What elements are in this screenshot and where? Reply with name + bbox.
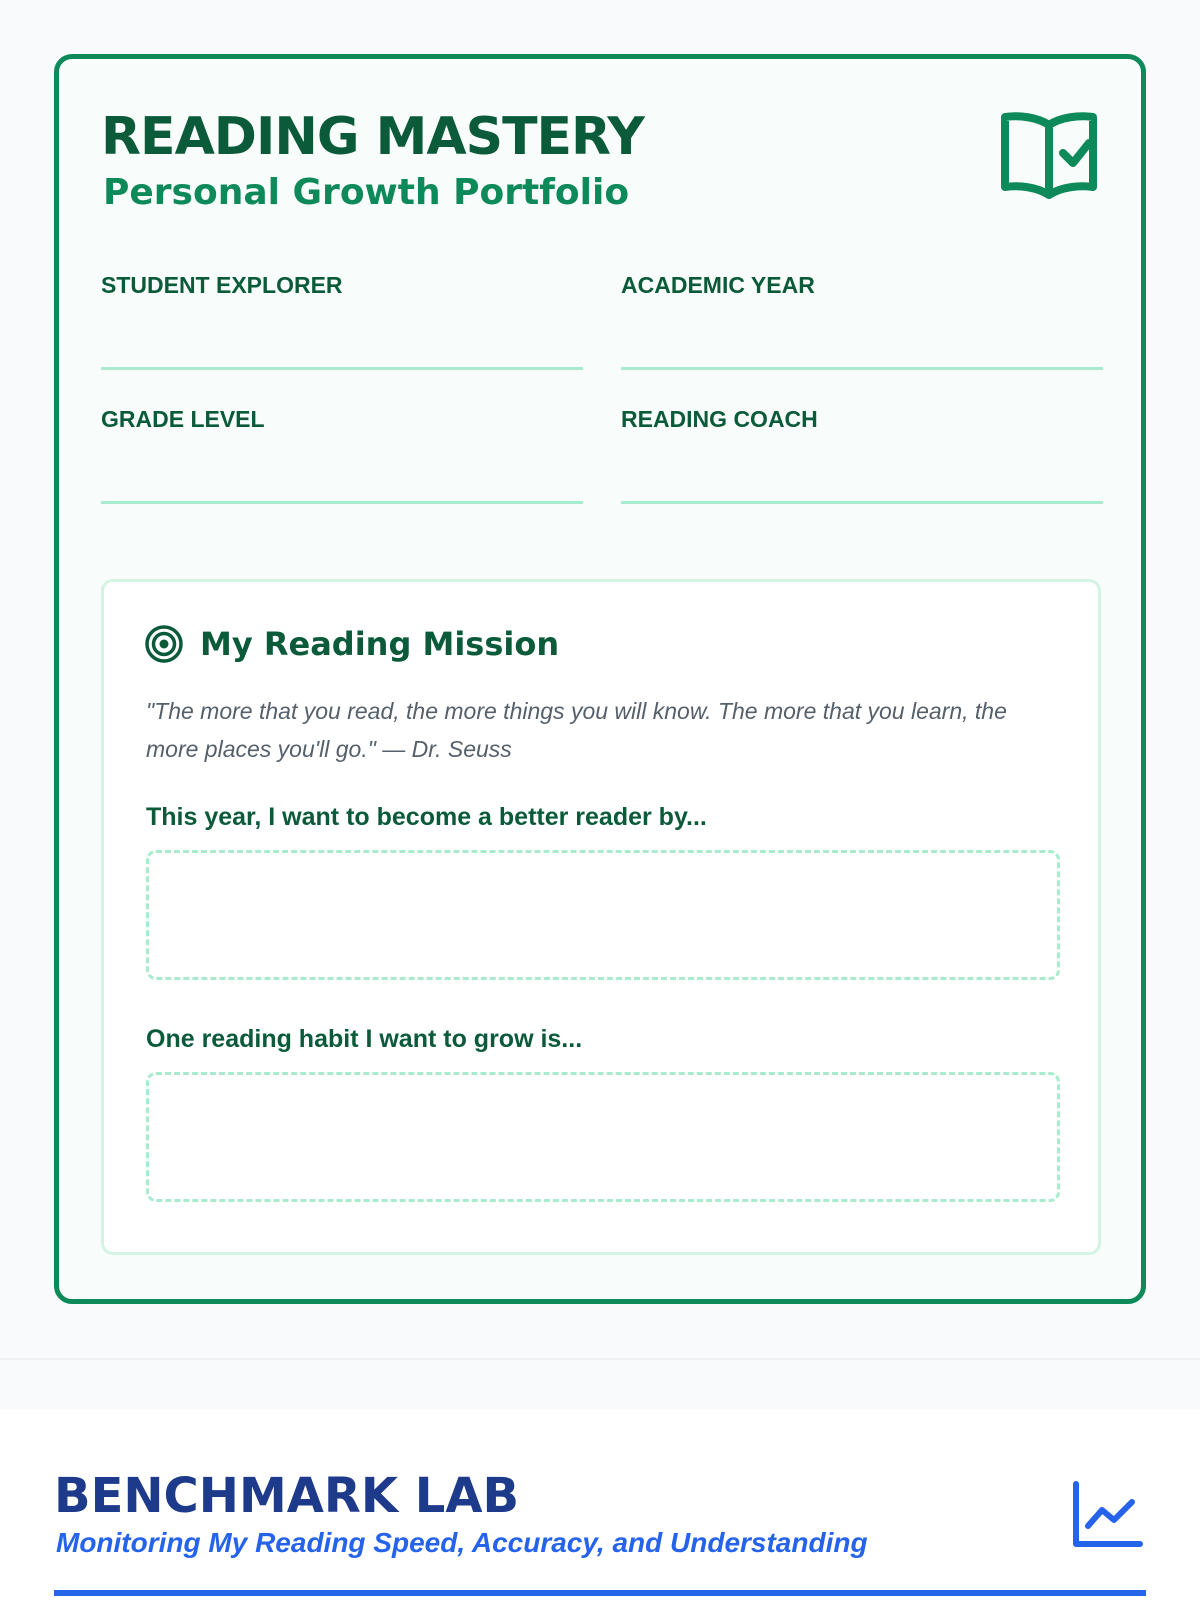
grade-level-field[interactable] bbox=[101, 405, 583, 433]
field-label: READING COACH bbox=[621, 406, 818, 432]
student-explorer-field[interactable] bbox=[101, 271, 583, 299]
page-title: READING MASTERY bbox=[101, 107, 644, 167]
write-line bbox=[101, 367, 583, 370]
benchmark-subtitle: Monitoring My Reading Speed, Accuracy, and Understanding bbox=[56, 1527, 868, 1558]
page-subtitle: Personal Growth Portfolio bbox=[103, 172, 630, 213]
reading-mission-panel bbox=[101, 579, 1101, 1255]
mission-prompt-1: This year, I want to become a better reader by... bbox=[146, 803, 707, 831]
reading-coach-field[interactable] bbox=[621, 405, 1103, 433]
mission-answer-box-1[interactable] bbox=[146, 850, 1060, 980]
section-divider bbox=[0, 1358, 1200, 1360]
write-line bbox=[621, 501, 1103, 504]
mission-header bbox=[144, 624, 559, 664]
field-label: GRADE LEVEL bbox=[101, 406, 265, 432]
field-label: STUDENT EXPLORER bbox=[101, 272, 343, 298]
mission-answer-box-2[interactable] bbox=[146, 1072, 1060, 1202]
write-line bbox=[101, 501, 583, 504]
academic-year-field[interactable] bbox=[621, 271, 1103, 299]
field-label: ACADEMIC YEAR bbox=[621, 272, 815, 298]
benchmark-rule bbox=[54, 1590, 1146, 1596]
write-line bbox=[621, 367, 1103, 370]
line-chart-icon bbox=[1070, 1480, 1144, 1552]
book-check-icon bbox=[999, 109, 1103, 205]
mission-quote: "The more that you read, the more things you will know. The more that you learn, the more places you'll go." — Dr. Seuss bbox=[146, 698, 1007, 762]
target-icon bbox=[144, 624, 184, 664]
portfolio-card bbox=[54, 54, 1146, 1304]
mission-prompt-2: One reading habit I want to grow is... bbox=[146, 1025, 583, 1053]
benchmark-title: BENCHMARK LAB bbox=[54, 1468, 520, 1524]
mission-title: My Reading Mission bbox=[200, 625, 560, 663]
benchmark-section bbox=[0, 1410, 1200, 1600]
